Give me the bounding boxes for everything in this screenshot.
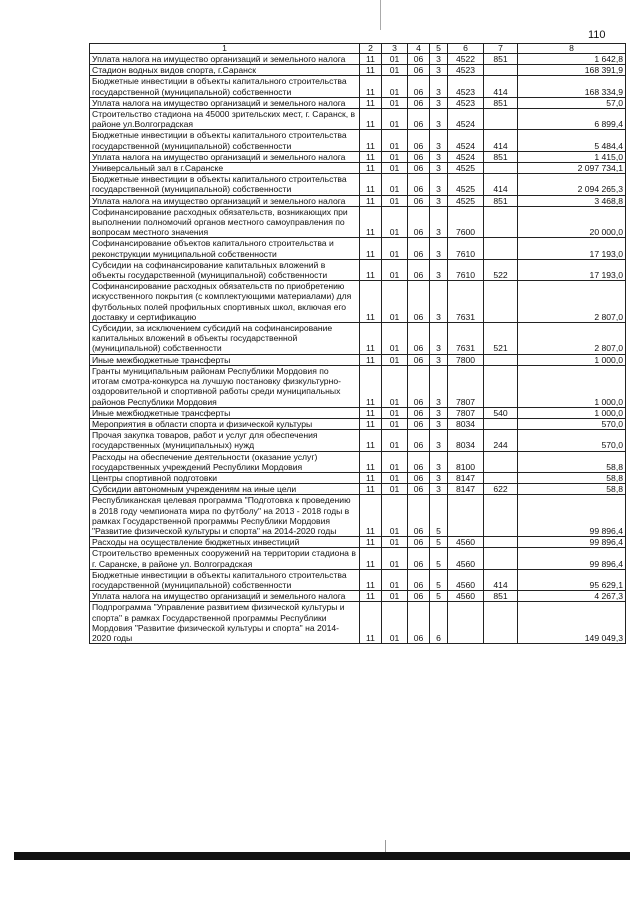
row-section: 11 [360,365,382,407]
row-amount: 6 899,4 [518,109,626,130]
row-subsection: 01 [382,430,408,451]
row-subsection: 01 [382,130,408,151]
row-subsection: 01 [382,602,408,644]
table-row [90,259,626,280]
row-name: Строительство стадиона на 45000 зрительских мест, г. Саранск, в районе ул.Волгоградская [90,109,360,130]
table-row [90,495,626,537]
scan-margin-line [380,0,381,30]
row-expense-type [484,65,518,76]
row-expense-type: 851 [484,97,518,108]
row-amount: 1 000,0 [518,365,626,407]
row-name: Уплата налога на имущество организаций и земельного налога [90,195,360,206]
row-section: 11 [360,259,382,280]
row-subsection: 01 [382,259,408,280]
row-subprogram: 3 [430,451,448,472]
row-subsection: 01 [382,206,408,238]
row-amount: 20 000,0 [518,206,626,238]
row-expense-type: 851 [484,591,518,602]
row-amount: 168 391,9 [518,65,626,76]
row-item [448,602,484,644]
row-expense-type: 540 [484,407,518,418]
row-item: 4560 [448,591,484,602]
column-header: 8 [518,44,626,54]
row-name: Универсальный зал в г.Саранске [90,163,360,174]
row-program: 06 [408,354,430,365]
table-row [90,65,626,76]
table-row [90,484,626,495]
row-subsection: 01 [382,569,408,590]
row-program: 06 [408,537,430,548]
row-amount: 149 049,3 [518,602,626,644]
table-row [90,323,626,355]
row-name: Субсидии автономным учреждениям на иные цели [90,484,360,495]
row-name: Уплата налога на имущество организаций и земельного налога [90,97,360,108]
row-item: 4560 [448,569,484,590]
row-subprogram: 5 [430,548,448,569]
row-subprogram: 3 [430,130,448,151]
table-row [90,365,626,407]
row-section: 11 [360,407,382,418]
row-item: 8147 [448,484,484,495]
row-expense-type [484,238,518,259]
row-subprogram: 3 [430,472,448,483]
row-expense-type: 414 [484,76,518,97]
table-row [90,76,626,97]
row-name: Субсидии на софинансирование капитальных вложений в объекты государственной (муниципальной) собственности [90,259,360,280]
row-item: 7807 [448,407,484,418]
row-section: 11 [360,354,382,365]
row-amount: 2 807,0 [518,281,626,323]
row-item [448,495,484,537]
row-program: 06 [408,163,430,174]
row-program: 06 [408,430,430,451]
row-program: 06 [408,484,430,495]
row-program: 06 [408,174,430,195]
row-expense-type: 521 [484,323,518,355]
row-item: 7610 [448,259,484,280]
row-amount: 570,0 [518,418,626,429]
row-subsection: 01 [382,484,408,495]
row-section: 11 [360,591,382,602]
column-header: 5 [430,44,448,54]
row-amount: 1 000,0 [518,407,626,418]
row-expense-type [484,354,518,365]
row-program: 06 [408,238,430,259]
row-subprogram: 3 [430,76,448,97]
row-subprogram: 3 [430,323,448,355]
table-row [90,206,626,238]
row-name: Иные межбюджетные трансферты [90,354,360,365]
row-program: 06 [408,602,430,644]
row-item: 4523 [448,65,484,76]
row-program: 06 [408,548,430,569]
row-expense-type [484,548,518,569]
row-name: Республиканская целевая программа "Подготовка к проведению в 2018 году чемпионата мира по футболу" на 2013 - 2018 годы в рамках Государственной программы Республики Мордовия "Развитие физической культуры и спорта" на 2014-2020 годы [90,495,360,537]
row-section: 11 [360,569,382,590]
row-amount: 4 267,3 [518,591,626,602]
row-program: 06 [408,591,430,602]
row-program: 06 [408,407,430,418]
row-amount: 2 094 265,3 [518,174,626,195]
row-subsection: 01 [382,323,408,355]
row-expense-type: 244 [484,430,518,451]
row-amount: 168 334,9 [518,76,626,97]
row-program: 06 [408,151,430,162]
row-subprogram: 5 [430,591,448,602]
table-row [90,548,626,569]
row-item: 4524 [448,151,484,162]
row-subsection: 01 [382,281,408,323]
row-amount: 17 193,0 [518,259,626,280]
row-section: 11 [360,206,382,238]
row-item: 8034 [448,430,484,451]
row-subsection: 01 [382,407,408,418]
column-header: 6 [448,44,484,54]
row-subsection: 01 [382,418,408,429]
row-subsection: 01 [382,591,408,602]
row-item: 7600 [448,206,484,238]
row-name: Софинансирование расходных обязательств, возникающих при выполнении полномочий органов местного самоуправления по вопросам местного значения [90,206,360,238]
row-amount: 17 193,0 [518,238,626,259]
row-subprogram: 3 [430,484,448,495]
row-expense-type [484,206,518,238]
row-name: Подпрограмма "Управление развитием физической культуры и спорта" в рамках Государственной программы Республики Мордовия "Развитие физической культуры и спорта" на 2014-2020 годы [90,602,360,644]
row-section: 11 [360,76,382,97]
row-expense-type [484,163,518,174]
row-section: 11 [360,163,382,174]
row-section: 11 [360,65,382,76]
table-row [90,591,626,602]
row-name: Центры спортивной подготовки [90,472,360,483]
row-item: 4525 [448,163,484,174]
row-name: Расходы на осуществление бюджетных инвестиций [90,537,360,548]
row-program: 06 [408,451,430,472]
table-row [90,151,626,162]
column-header: 4 [408,44,430,54]
row-amount: 1 000,0 [518,354,626,365]
row-section: 11 [360,602,382,644]
row-name: Прочая закупка товаров, работ и услуг для обеспечения государственных (муниципальных) нужд [90,430,360,451]
row-amount: 57,0 [518,97,626,108]
row-section: 11 [360,130,382,151]
row-subsection: 01 [382,97,408,108]
row-expense-type: 414 [484,130,518,151]
row-section: 11 [360,537,382,548]
row-section: 11 [360,472,382,483]
row-section: 11 [360,418,382,429]
row-subsection: 01 [382,54,408,65]
row-amount: 3 468,8 [518,195,626,206]
row-expense-type [484,109,518,130]
row-subsection: 01 [382,451,408,472]
row-subsection: 01 [382,495,408,537]
row-item: 8100 [448,451,484,472]
row-section: 11 [360,174,382,195]
row-name: Субсидии, за исключением субсидий на софинансирование капитальных вложений в объекты государственной (муниципальной) собственности [90,323,360,355]
row-subprogram: 5 [430,537,448,548]
row-subprogram: 5 [430,495,448,537]
row-expense-type [484,602,518,644]
row-program: 06 [408,109,430,130]
row-amount: 58,8 [518,472,626,483]
row-subprogram: 3 [430,97,448,108]
row-name: Уплата налога на имущество организаций и земельного налога [90,151,360,162]
table-row [90,537,626,548]
row-name: Бюджетные инвестиции в объекты капитального строительства государственной (муниципальной) собственности [90,130,360,151]
table-row [90,109,626,130]
row-name: Иные межбюджетные трансферты [90,407,360,418]
row-program: 06 [408,281,430,323]
row-subsection: 01 [382,174,408,195]
row-amount: 5 484,4 [518,130,626,151]
row-item: 4560 [448,537,484,548]
table-row [90,602,626,644]
row-program: 06 [408,365,430,407]
table-row [90,472,626,483]
row-name: Бюджетные инвестиции в объекты капитального строительства государственной (муниципальной) собственности [90,174,360,195]
row-subsection: 01 [382,354,408,365]
table-row [90,238,626,259]
row-item: 4525 [448,195,484,206]
row-section: 11 [360,281,382,323]
row-expense-type [484,472,518,483]
column-header: 7 [484,44,518,54]
row-subsection: 01 [382,65,408,76]
row-subprogram: 3 [430,206,448,238]
row-program: 06 [408,472,430,483]
row-section: 11 [360,430,382,451]
row-subprogram: 3 [430,418,448,429]
row-section: 11 [360,97,382,108]
row-subsection: 01 [382,472,408,483]
row-subsection: 01 [382,548,408,569]
page-number: 110 [588,29,606,41]
table-row [90,54,626,65]
table-row [90,418,626,429]
row-name: Бюджетные инвестиции в объекты капитального строительства государственной (муниципальной) собственности [90,76,360,97]
row-expense-type: 851 [484,151,518,162]
row-subsection: 01 [382,151,408,162]
row-subprogram: 6 [430,602,448,644]
row-program: 06 [408,195,430,206]
row-expense-type [484,418,518,429]
scan-margin-line [385,840,386,852]
row-subprogram: 3 [430,407,448,418]
row-amount: 2 097 734,1 [518,163,626,174]
row-subsection: 01 [382,238,408,259]
row-item: 4523 [448,97,484,108]
row-section: 11 [360,484,382,495]
row-subprogram: 3 [430,195,448,206]
row-section: 11 [360,238,382,259]
row-subprogram: 3 [430,174,448,195]
row-expense-type: 522 [484,259,518,280]
row-name: Софинансирование объектов капитального строительства и реконструкции муниципальной собственности [90,238,360,259]
row-name: Уплата налога на имущество организаций и земельного налога [90,591,360,602]
scan-edge-band [14,852,630,860]
row-name: Расходы на обеспечение деятельности (оказание услуг) государственных учреждений Республики Мордовия [90,451,360,472]
row-amount: 95 629,1 [518,569,626,590]
table-row [90,451,626,472]
column-header: 2 [360,44,382,54]
row-subprogram: 3 [430,109,448,130]
row-amount: 2 807,0 [518,323,626,355]
row-expense-type [484,537,518,548]
row-section: 11 [360,195,382,206]
table-row [90,163,626,174]
row-program: 06 [408,76,430,97]
row-item: 8147 [448,472,484,483]
row-section: 11 [360,151,382,162]
row-name: Стадион водных видов спорта, г.Саранск [90,65,360,76]
row-subprogram: 3 [430,65,448,76]
column-header: 3 [382,44,408,54]
table-row [90,569,626,590]
column-header: 1 [90,44,360,54]
row-subsection: 01 [382,365,408,407]
row-subprogram: 3 [430,430,448,451]
row-section: 11 [360,495,382,537]
row-amount: 99 896,4 [518,537,626,548]
row-subprogram: 3 [430,365,448,407]
row-item: 7631 [448,323,484,355]
row-subsection: 01 [382,537,408,548]
row-section: 11 [360,548,382,569]
row-amount: 1 415,0 [518,151,626,162]
row-name: Уплата налога на имущество организаций и земельного налога [90,54,360,65]
table-row [90,97,626,108]
row-expense-type: 851 [484,195,518,206]
row-subprogram: 3 [430,354,448,365]
row-item: 4524 [448,130,484,151]
row-program: 06 [408,130,430,151]
row-item: 7807 [448,365,484,407]
row-subprogram: 3 [430,151,448,162]
row-item: 7610 [448,238,484,259]
table-row [90,130,626,151]
row-subprogram: 3 [430,259,448,280]
row-program: 06 [408,54,430,65]
row-name: Гранты муниципальным районам Республики Мордовия по итогам смотра-конкурса на лучшую постановку физкультурно-оздоровительной и спортивной работы среди муниципальных районов Республики Мордовия [90,365,360,407]
table-row [90,430,626,451]
row-item: 4523 [448,76,484,97]
row-item: 4525 [448,174,484,195]
table-row [90,195,626,206]
row-amount: 99 896,4 [518,495,626,537]
row-item: 7800 [448,354,484,365]
row-program: 06 [408,65,430,76]
row-subsection: 01 [382,163,408,174]
row-subprogram: 3 [430,238,448,259]
row-program: 06 [408,495,430,537]
table-row [90,354,626,365]
row-section: 11 [360,109,382,130]
row-expense-type: 622 [484,484,518,495]
row-program: 06 [408,206,430,238]
row-expense-type [484,495,518,537]
row-program: 06 [408,323,430,355]
row-program: 06 [408,97,430,108]
row-name: Строительство временных сооружений на территории стадиона в г. Саранске, в районе ул. Волгоградская [90,548,360,569]
row-expense-type: 414 [484,569,518,590]
row-expense-type [484,281,518,323]
row-amount: 1 642,8 [518,54,626,65]
row-name: Бюджетные инвестиции в объекты капитального строительства государственной (муниципальной) собственности [90,569,360,590]
row-subprogram: 5 [430,569,448,590]
row-name: Софинансирование расходных обязательств по приобретению искусственного покрытия (с комплектующими материалами) для футбольных полей профильных спортивных школ, включая его доставку и сертификацию [90,281,360,323]
row-amount: 58,8 [518,484,626,495]
row-name: Мероприятия в области спорта и физической культуры [90,418,360,429]
table-row [90,174,626,195]
row-subsection: 01 [382,195,408,206]
row-expense-type [484,451,518,472]
row-expense-type [484,365,518,407]
row-item: 4522 [448,54,484,65]
row-subsection: 01 [382,76,408,97]
row-amount: 58,8 [518,451,626,472]
row-expense-type: 851 [484,54,518,65]
row-section: 11 [360,451,382,472]
row-subsection: 01 [382,109,408,130]
table-row [90,407,626,418]
budget-table [89,43,626,644]
row-program: 06 [408,259,430,280]
row-section: 11 [360,323,382,355]
row-item: 8034 [448,418,484,429]
row-item: 4524 [448,109,484,130]
row-section: 11 [360,54,382,65]
row-item: 7631 [448,281,484,323]
row-program: 06 [408,418,430,429]
row-subprogram: 3 [430,54,448,65]
row-amount: 99 896,4 [518,548,626,569]
row-program: 06 [408,569,430,590]
row-subprogram: 3 [430,281,448,323]
row-item: 4560 [448,548,484,569]
row-amount: 570,0 [518,430,626,451]
row-subprogram: 3 [430,163,448,174]
row-expense-type: 414 [484,174,518,195]
table-header-row [90,44,626,54]
table-row [90,281,626,323]
